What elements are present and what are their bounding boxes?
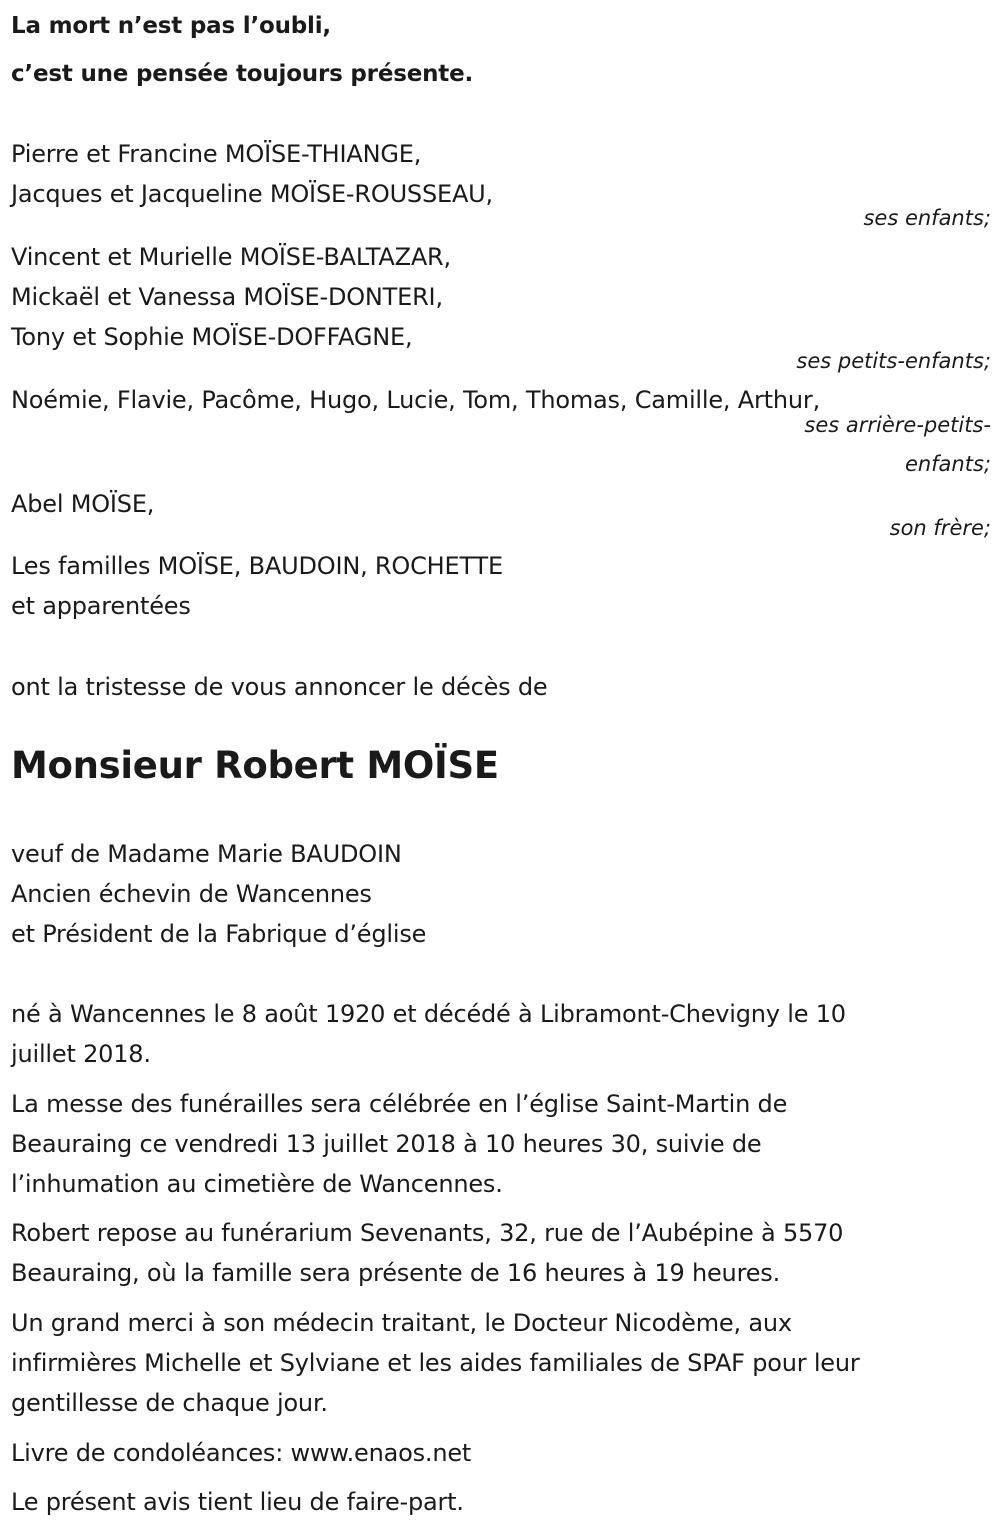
great-grandchildren-relation-line-1: ses arrière-petits-: [804, 413, 991, 437]
children-relation: ses enfants;: [863, 206, 991, 230]
children-name-1: Pierre et Francine MOÏSE-THIANGE,: [11, 140, 422, 168]
epigraph-line-2: c’est une pensée toujours présente.: [11, 61, 474, 87]
families-line-2: et apparentées: [11, 592, 191, 620]
great-grandchildren-relation-line-2: enfants;: [904, 452, 991, 476]
brother-name: Abel MOÏSE,: [11, 490, 155, 518]
thanks-line-3: gentillesse de chaque jour.: [11, 1389, 328, 1417]
brother-relation: son frère;: [889, 516, 991, 540]
mass-line-2: Beauraing ce vendredi 13 juillet 2018 à 10 heures 30, suivie de: [11, 1130, 762, 1158]
thanks-line-2: infirmières Michelle et Sylviane et les aides familiales de SPAF pour leur: [11, 1349, 860, 1377]
mass-line-3: l’inhumation au cimetière de Wancennes.: [11, 1170, 503, 1198]
title-line-3: et Président de la Fabrique d’église: [11, 920, 427, 948]
grandchildren-name-2: Mickaël et Vanessa MOÏSE-DONTERI,: [11, 283, 443, 311]
rest-line-2: Beauraing, où la famille sera présente de 16 heures à 19 heures.: [11, 1259, 781, 1287]
birth-death-line-2: juillet 2018.: [11, 1040, 151, 1068]
birth-death-line-1: né à Wancennes le 8 août 1920 et décédé à Libramont-Chevigny le 10: [11, 1000, 846, 1028]
mass-line-1: La messe des funérailles sera célébrée en l’église Saint-Martin de: [11, 1090, 788, 1118]
great-grandchildren-names: Noémie, Flavie, Pacôme, Hugo, Lucie, Tom, Thomas, Camille, Arthur,: [11, 386, 820, 414]
rest-line-1: Robert repose au funérarium Sevenants, 32, rue de l’Aubépine à 5570: [11, 1219, 844, 1247]
grandchildren-relation: ses petits-enfants;: [796, 349, 991, 373]
announcement: ont la tristesse de vous annoncer le décès de: [11, 673, 548, 701]
title-line-1: veuf de Madame Marie BAUDOIN: [11, 840, 402, 868]
grandchildren-name-1: Vincent et Murielle MOÏSE-BALTAZAR,: [11, 243, 451, 271]
children-name-2: Jacques et Jacqueline MOÏSE-ROUSSEAU,: [11, 180, 493, 208]
grandchildren-name-3: Tony et Sophie MOÏSE-DOFFAGNE,: [11, 323, 413, 351]
epigraph-line-1: La mort n’est pas l’oubli,: [11, 13, 331, 39]
thanks-line-1: Un grand merci à son médecin traitant, le Docteur Nicodème, aux: [11, 1309, 792, 1337]
families-line-1: Les familles MOÏSE, BAUDOIN, ROCHETTE: [11, 552, 503, 580]
condolences-line: Livre de condoléances: www.enaos.net: [11, 1439, 472, 1467]
title-line-2: Ancien échevin de Wancennes: [11, 880, 372, 908]
notice-line: Le présent avis tient lieu de faire-part.: [11, 1488, 464, 1516]
deceased-name: Monsieur Robert MOÏSE: [11, 744, 499, 787]
